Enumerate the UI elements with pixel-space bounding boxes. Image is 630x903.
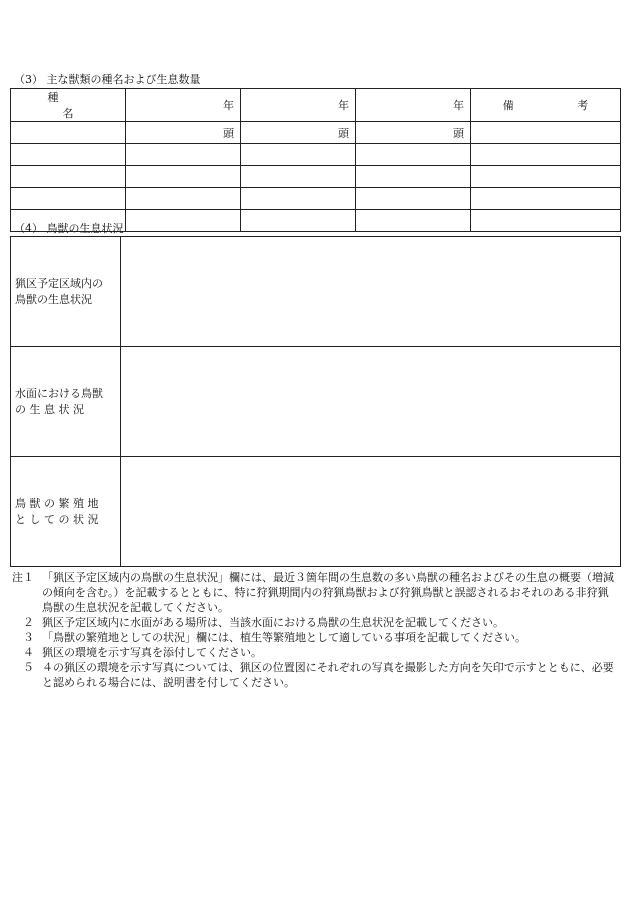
habitat-row-inland bbox=[11, 237, 621, 347]
habitat-input-water[interactable] bbox=[121, 347, 621, 457]
note-number: 注１ bbox=[12, 571, 34, 584]
label-line: 水面における鳥獣 bbox=[15, 386, 103, 400]
header-species: 種 名 bbox=[11, 89, 126, 122]
table-cell[interactable] bbox=[126, 210, 241, 232]
section3-title: （3） 主な獣類の種名および生息数量 bbox=[14, 73, 201, 86]
note-text: 猟区予定区域内に水面がある場所は、当該水面における鳥獣の生息状況を記載してください。 bbox=[42, 616, 504, 629]
header-notes: 備 考 bbox=[471, 89, 621, 122]
note-text: 猟区の環境を示す写真を添付してください。 bbox=[42, 646, 262, 659]
table-row bbox=[11, 188, 621, 210]
table-cell[interactable] bbox=[126, 166, 241, 188]
table-cell[interactable] bbox=[471, 188, 621, 210]
table-cell[interactable] bbox=[356, 144, 471, 166]
table-cell[interactable] bbox=[471, 144, 621, 166]
unit-cell-3: 頭 bbox=[356, 122, 471, 144]
unit-cell-2: 頭 bbox=[241, 122, 356, 144]
table-cell[interactable] bbox=[241, 188, 356, 210]
header-year-2: 年 bbox=[241, 89, 356, 122]
note-item bbox=[10, 570, 614, 615]
table-cell[interactable] bbox=[471, 210, 621, 232]
label-line: 鳥獣の生息状況 bbox=[15, 292, 92, 306]
table-cell[interactable] bbox=[471, 166, 621, 188]
note-text: ４の猟区の環境を示す写真については、猟区の位置図にそれぞれの写真を撮影した方向を矢印で示すとともに、必要と認められる場合には、説明書を付してください。 bbox=[42, 661, 614, 689]
header-year-3: 年 bbox=[356, 89, 471, 122]
habitat-label-water bbox=[11, 347, 121, 457]
label-line: 猟区予定区域内の bbox=[15, 276, 103, 290]
label-line: と し て の 状 況 bbox=[15, 512, 99, 526]
note-item bbox=[10, 645, 614, 660]
table-row bbox=[11, 144, 621, 166]
table-cell[interactable] bbox=[11, 144, 126, 166]
label-line: 鳥 獣 の 繁 殖 地 bbox=[15, 496, 99, 510]
table-cell[interactable] bbox=[356, 210, 471, 232]
notes-input-cell[interactable] bbox=[471, 122, 621, 144]
table-cell[interactable] bbox=[11, 166, 126, 188]
habitat-input-inland[interactable] bbox=[121, 237, 621, 347]
note-item bbox=[10, 630, 614, 645]
note-number: ４ bbox=[23, 646, 34, 659]
table-cell[interactable] bbox=[126, 188, 241, 210]
unit-cell-1: 頭 bbox=[126, 122, 241, 144]
table-cell[interactable] bbox=[356, 166, 471, 188]
table-unit-row bbox=[11, 122, 621, 144]
table-cell[interactable] bbox=[356, 188, 471, 210]
note-number: ２ bbox=[23, 616, 34, 629]
header-year-1: 年 bbox=[126, 89, 241, 122]
habitat-status-table bbox=[10, 236, 621, 567]
notes-section bbox=[10, 570, 614, 690]
table-cell[interactable] bbox=[126, 144, 241, 166]
note-number: ３ bbox=[23, 631, 34, 644]
habitat-label-inland bbox=[11, 237, 121, 347]
note-item bbox=[10, 615, 614, 630]
note-text: 「猟区予定区域内の鳥獣の生息状況」欄には、最近３箇年間の生息数の多い鳥獣の種名およびその生息の概要（増減の傾向を含む。）を記載するとともに、特に狩猟期間内の狩猟鳥獣および狩猟鳥獣と誤認されるおそれのある非狩猟鳥獣の生息状況を記載してください。 bbox=[42, 571, 614, 614]
species-count-table bbox=[10, 88, 621, 232]
habitat-row-water bbox=[11, 347, 621, 457]
table-cell[interactable] bbox=[241, 144, 356, 166]
species-input-cell[interactable] bbox=[11, 122, 126, 144]
table-header-row bbox=[11, 89, 621, 122]
label-line: の 生 息 状 況 bbox=[15, 402, 84, 416]
note-item bbox=[10, 660, 614, 690]
table-cell[interactable] bbox=[241, 210, 356, 232]
habitat-label-breeding bbox=[11, 457, 121, 567]
habitat-input-breeding[interactable] bbox=[121, 457, 621, 567]
section4-title: （4） 鳥獣の生息状況 bbox=[14, 222, 124, 235]
note-text: 「鳥獣の繁殖地としての状況」欄には、植生等繁殖地として適している事項を記載してください。 bbox=[42, 631, 526, 644]
table-cell[interactable] bbox=[11, 188, 126, 210]
note-number: ５ bbox=[23, 661, 34, 674]
habitat-row-breeding bbox=[11, 457, 621, 567]
table-row bbox=[11, 166, 621, 188]
table-cell[interactable] bbox=[241, 166, 356, 188]
